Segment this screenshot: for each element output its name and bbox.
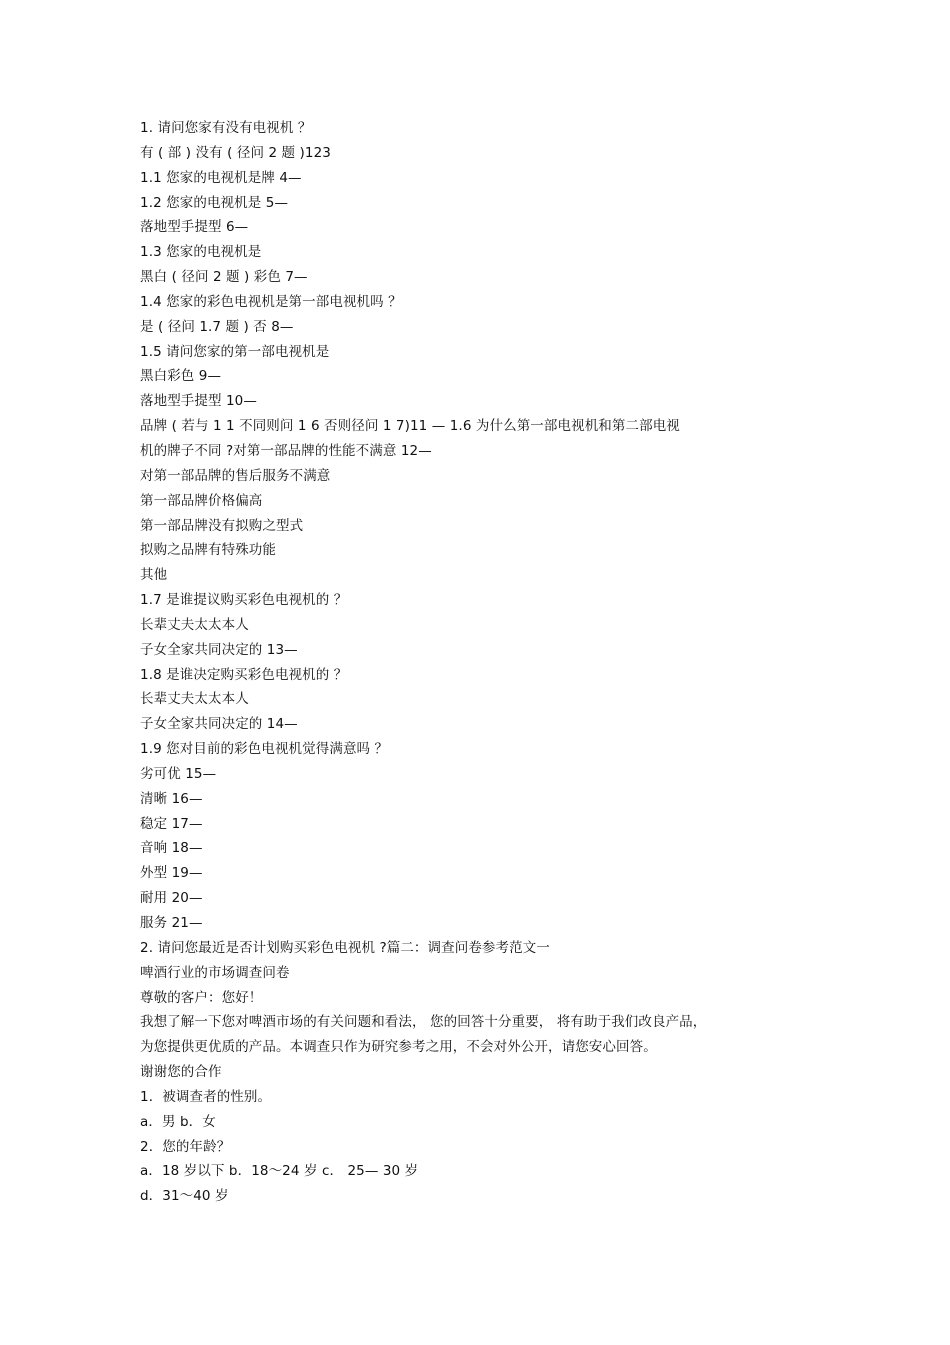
- text-line: 落地型手提型 6—: [140, 219, 249, 236]
- text-line: 清晰 16—: [140, 790, 203, 807]
- text-line: 机的牌子不同 ?对第一部品牌的性能不满意 12—: [140, 442, 432, 459]
- text-line: 长辈丈夫太太本人: [140, 691, 249, 708]
- text-line: 2. 请问您最近是否计划购买彩色电视机 ?篇二：调查问卷参考范文一: [140, 939, 550, 956]
- text-line: 1.9 您对目前的彩色电视机觉得满意吗 ？: [140, 741, 389, 758]
- text-line: a．18 岁以下 b．18～24 岁 c． 25— 30 岁: [140, 1163, 419, 1180]
- text-line: 拟购之品牌有特殊功能: [140, 542, 276, 559]
- text-line: 1．被调查者的性别。: [140, 1088, 272, 1105]
- text-line: 耐用 20—: [140, 890, 203, 907]
- text-line: 啤酒行业的市场调查问卷: [140, 964, 290, 981]
- text-line: 2．您的年龄？: [140, 1138, 231, 1155]
- text-line: 子女全家共同决定的 14—: [140, 716, 298, 733]
- text-line: 为您提供更优质的产品。本调查只作为研究参考之用，不会对外公开，请您安心回答。: [140, 1039, 657, 1056]
- text-line: 第一部品牌没有拟购之型式: [140, 517, 304, 534]
- text-line: 落地型手提型 10—: [140, 393, 257, 410]
- text-line: 黑白彩色 9—: [140, 368, 222, 385]
- text-line: 音响 18—: [140, 840, 203, 857]
- text-line: 1.8 是谁决定购买彩色电视机的 ？: [140, 666, 348, 683]
- text-line: 谢谢您的合作: [140, 1064, 222, 1081]
- text-line: 1.3 您家的电视机是: [140, 244, 262, 261]
- text-line: 1.5 请问您家的第一部电视机是: [140, 343, 330, 360]
- text-line: 有 ( 部 ) 没有 ( 径问 2 题 )123: [140, 144, 331, 161]
- text-line: 1.4 您家的彩色电视机是第一部电视机吗 ？: [140, 293, 402, 310]
- text-line: 1.1 您家的电视机是牌 4—: [140, 169, 302, 186]
- text-line: a．男 b．女: [140, 1113, 216, 1130]
- text-line: 1.7 是谁提议购买彩色电视机的 ？: [140, 592, 348, 609]
- text-line: 其他: [140, 567, 168, 584]
- text-line: 子女全家共同决定的 13—: [140, 641, 298, 658]
- text-line: 我想了解一下您对啤酒市场的有关问题和看法， 您的回答十分重要， 将有助于我们改良产品，: [140, 1014, 707, 1031]
- text-line: d．31～40 岁: [140, 1188, 229, 1205]
- text-line: 黑白 ( 径问 2 题 ) 彩色 7—: [140, 269, 308, 286]
- text-line: 是 ( 径问 1.7 题 ) 否 8—: [140, 318, 294, 335]
- document-body: [140, 116, 800, 1209]
- text-line: 第一部品牌价格偏高: [140, 492, 263, 509]
- text-line: 外型 19—: [140, 865, 203, 882]
- text-line: 长辈丈夫太太本人: [140, 616, 249, 633]
- text-line: 1. 请问您家有没有电视机 ？: [140, 120, 312, 136]
- text-line: 品牌 ( 若与 1 1 不同则问 1 6 否则径问 1 7)11 — 1.6 为什么第一部电视机和第二部电视: [140, 418, 680, 435]
- text-line: 对第一部品牌的售后服务不满意: [140, 467, 331, 484]
- text-line: 稳定 17—: [140, 815, 203, 832]
- text-line: 服务 21—: [140, 915, 203, 931]
- text-line: 1.2 您家的电视机是 5—: [140, 194, 289, 211]
- text-line: 尊敬的客户：您好！: [140, 989, 263, 1006]
- text-line: 劣可优 15—: [140, 765, 217, 782]
